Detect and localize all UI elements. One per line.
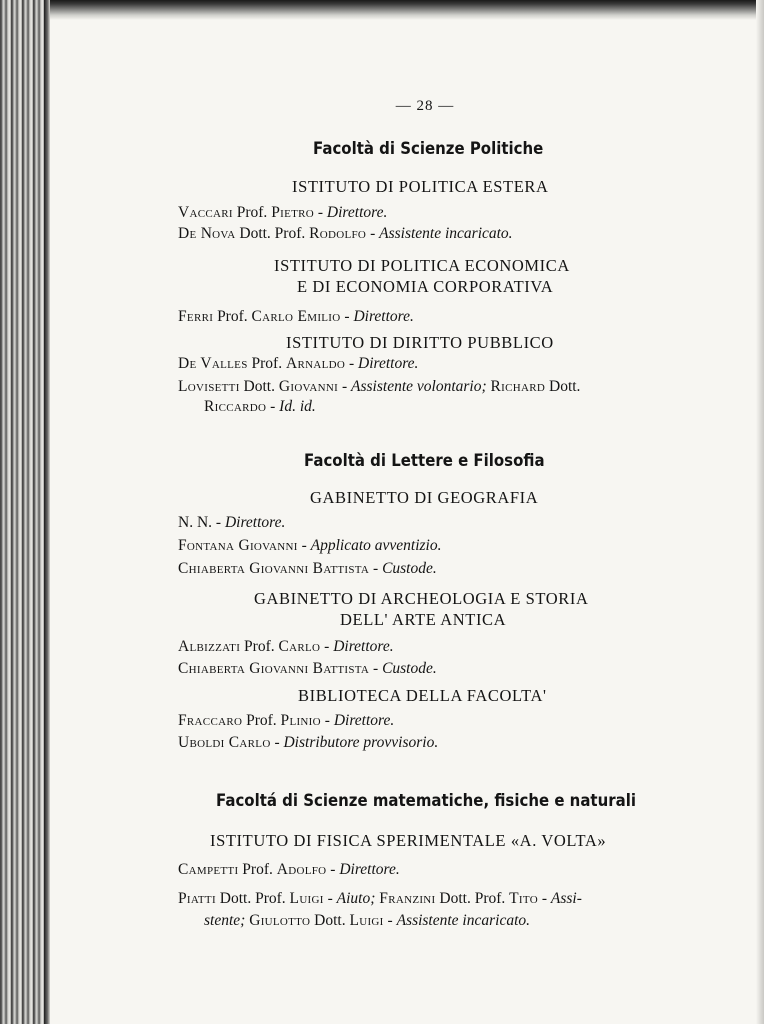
- surname: Uboldi Carlo: [178, 734, 271, 751]
- institute-economia-corporativa: E DI ECONOMIA CORPORATIVA: [297, 277, 554, 296]
- surname: Campetti: [178, 861, 239, 878]
- staff-line-continued: Riccardo - Id. id.: [204, 398, 316, 415]
- book-binding: [0, 0, 50, 1024]
- surname: Lovisetti: [178, 378, 240, 395]
- institute-diritto-pubblico: ISTITUTO DI DIRITTO PUBBLICO: [286, 333, 554, 352]
- role: Distributore provvisorio.: [283, 734, 439, 751]
- first-name: Giovanni: [278, 378, 339, 395]
- first-name: Riccardo: [204, 398, 267, 415]
- role: Direttore.: [326, 204, 388, 221]
- first-name: Luigi: [349, 912, 384, 929]
- first-name: Carlo Emilio: [251, 308, 341, 325]
- institute-biblioteca: BIBLIOTECA DELLA FACOLTA': [298, 686, 547, 705]
- surname: De Nova: [178, 225, 236, 242]
- institute-geografia: GABINETTO DI GEOGRAFIA: [310, 488, 539, 507]
- faculty-title-lettere: Facoltà di Lettere e Filosofia: [304, 451, 545, 471]
- surname: Giulotto: [249, 912, 311, 929]
- first-name: Carlo: [278, 638, 321, 655]
- staff-line: Piatti Dott. Prof. Luigi - Aiuto; Franzini Dott. Prof. Tito - Assi-: [178, 890, 582, 907]
- role: Assistente incaricato.: [379, 225, 513, 242]
- first-name: Pietro: [271, 204, 314, 221]
- staff-line-continued: stente; Giulotto Dott. Luigi - Assistente incaricato.: [204, 912, 531, 929]
- staff-line: Campetti Prof. Adolfo - Direttore.: [178, 861, 400, 878]
- institute-politica-economica: ISTITUTO DI POLITICA ECONOMICA: [274, 256, 570, 275]
- surname: Fraccaro: [178, 712, 243, 729]
- role: Assi-: [550, 890, 582, 907]
- institute-fisica-sperimentale: ISTITUTO DI FISICA SPERIMENTALE «A. VOLTA»: [210, 831, 607, 850]
- role: stente;: [204, 912, 246, 929]
- role: Direttore.: [353, 308, 414, 325]
- staff-line: Albizzati Prof. Carlo - Direttore.: [178, 638, 394, 655]
- staff-line: De Valles Prof. Arnaldo - Direttore.: [178, 355, 419, 372]
- first-name: Rodolfo: [309, 225, 367, 242]
- first-name: Tito: [509, 890, 538, 907]
- institute-politica-estera: ISTITUTO DI POLITICA ESTERA: [292, 177, 549, 196]
- surname: Albizzati: [178, 638, 241, 655]
- role: Direttore.: [224, 514, 286, 531]
- faculty-title-scienze: Facoltá di Scienze matematiche, fisiche e naturali: [216, 791, 636, 811]
- staff-line: Lovisetti Dott. Giovanni - Assistente volontario; Richard Dott.: [178, 378, 581, 395]
- first-name: Plinio: [280, 712, 321, 729]
- surname: Fontana Giovanni: [178, 537, 298, 554]
- role: Direttore.: [339, 861, 400, 878]
- faculty-title-politiche: Facoltà di Scienze Politiche: [313, 139, 544, 159]
- role: Aiuto;: [336, 890, 376, 907]
- top-page-edge: [50, 0, 764, 20]
- staff-line: Chiaberta Giovanni Battista - Custode.: [178, 560, 437, 577]
- role: Direttore.: [333, 712, 395, 729]
- role: Custode.: [382, 560, 437, 577]
- first-name: Luigi: [289, 890, 324, 907]
- staff-line: Fontana Giovanni - Applicato avventizio.: [178, 537, 442, 554]
- surname: Chiaberta Giovanni Battista: [178, 660, 370, 677]
- binding-shadow: [44, 0, 50, 1024]
- surname: Piatti: [178, 890, 216, 907]
- surname: Franzini: [379, 890, 436, 907]
- page-number: — 28 —: [395, 98, 455, 114]
- first-name: Adolfo: [276, 861, 327, 878]
- staff-line: De Nova Dott. Prof. Rodolfo - Assistente incaricato.: [178, 225, 513, 242]
- right-page-edge: [756, 0, 764, 1024]
- surname: Vaccari: [178, 204, 233, 221]
- role: Assistente volontario;: [351, 378, 487, 395]
- surname: Ferri: [178, 308, 214, 325]
- role: Direttore.: [358, 355, 419, 372]
- staff-line: N. N. - Direttore.: [178, 514, 286, 531]
- surname: Richard: [490, 378, 546, 395]
- staff-line: Fraccaro Prof. Plinio - Direttore.: [178, 712, 395, 729]
- surname: Chiaberta Giovanni Battista: [178, 560, 370, 577]
- institute-arte-antica: DELL' ARTE ANTICA: [340, 610, 507, 629]
- role: Assistente incaricato.: [396, 912, 531, 929]
- role: Applicato avventizio.: [310, 537, 442, 554]
- staff-line: Vaccari Prof. Pietro - Direttore.: [178, 204, 388, 221]
- staff-line: Chiaberta Giovanni Battista - Custode.: [178, 660, 437, 677]
- role: Direttore.: [333, 638, 394, 655]
- surname: De Valles: [178, 355, 248, 372]
- role: Id. id.: [279, 398, 316, 415]
- institute-archeologia: GABINETTO DI ARCHEOLOGIA E STORIA: [254, 589, 589, 608]
- staff-line: Ferri Prof. Carlo Emilio - Direttore.: [178, 308, 414, 325]
- role: Custode.: [382, 660, 437, 677]
- first-name: Arnaldo: [285, 355, 346, 372]
- staff-line: Uboldi Carlo - Distributore provvisorio.: [178, 734, 439, 751]
